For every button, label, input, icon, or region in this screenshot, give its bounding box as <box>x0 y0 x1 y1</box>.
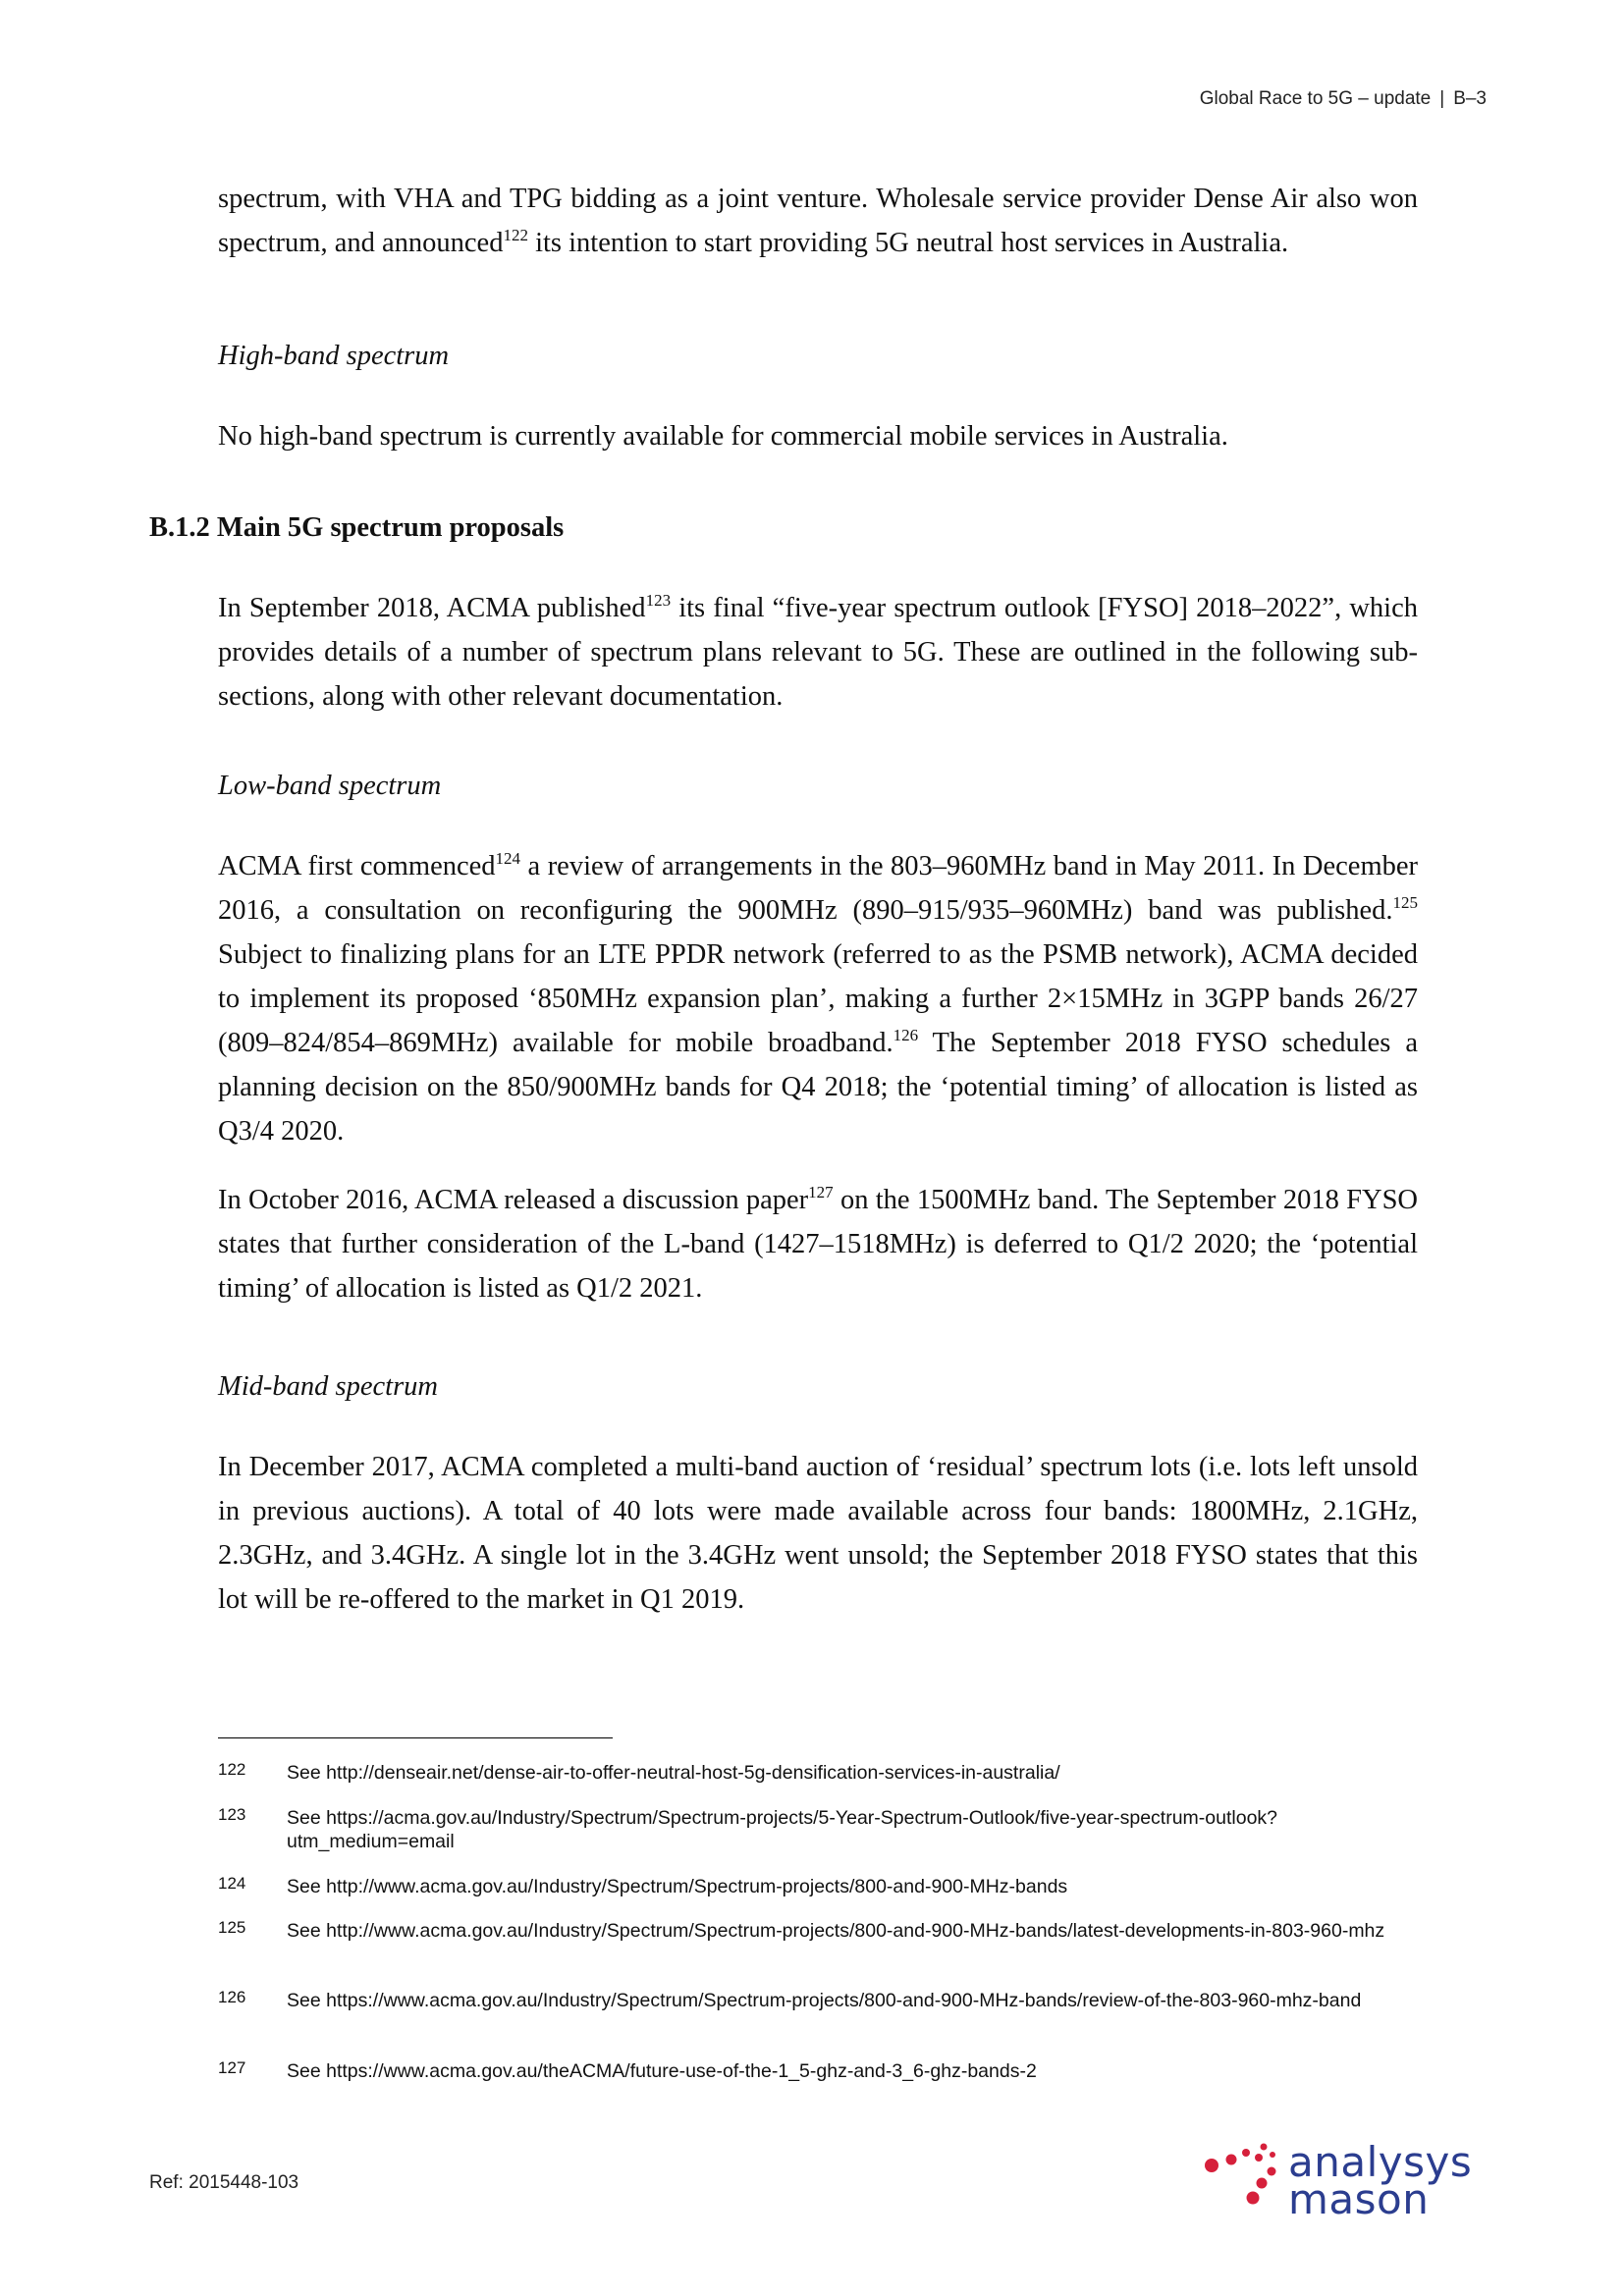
footnote-number: 122 <box>218 1760 246 1779</box>
footnote-link[interactable]: See https://www.acma.gov.au/theACMA/future-use-of-the-1_5-ghz-and-3_6-ghz-bands-2 <box>287 2060 1037 2082</box>
footnote-124 <box>218 1875 1406 1898</box>
header-separator: | <box>1439 88 1445 109</box>
footnote-link[interactable]: See https://acma.gov.au/Industry/Spectrum/Spectrum-projects/5-Year-Spectrum-Outlook/five-year-spectrum-outlook?utm_medium=email <box>287 1807 1278 1852</box>
footnote-number: 126 <box>218 1988 246 2006</box>
footnote-link[interactable]: See http://www.acma.gov.au/Industry/Spectrum/Spectrum-projects/800-and-900-MHz-bands <box>287 1876 1068 1897</box>
section-paragraph: In September 2018, ACMA published$^{123}$ its final “five-year spectrum outlook [FYSO] 2018–2022”, which provides details of a number of spectrum plans relevant to 5G. These are outlined in the following sub-sections, along with other relevant documentation. <box>218 591 1418 712</box>
footnote-link[interactable]: See https://www.acma.gov.au/Industry/Spectrum/Spectrum-projects/800-and-900-MHz-bands/review-of-the-803-960-mhz-band <box>287 1990 1362 2011</box>
footnote-127 <box>218 2059 1406 2083</box>
footnote-122 <box>218 1761 1406 1785</box>
header-title: Global Race to 5G – update <box>1199 88 1432 109</box>
logo-text-line-2: mason <box>1288 2175 1430 2223</box>
footnote-number: 124 <box>218 1874 246 1893</box>
footnote-125 <box>218 1919 1406 1943</box>
footnote-ref-126[interactable]: 126 <box>893 1026 919 1044</box>
footnote-ref-124[interactable]: 124 <box>495 849 521 868</box>
footnote-number: 125 <box>218 1918 246 1937</box>
footnote-separator <box>218 1737 613 1738</box>
document-reference: Ref: 2015448-103 <box>149 2172 299 2193</box>
logo-text-line-1: analysys <box>1288 2138 1473 2186</box>
footnote-link[interactable]: See http://denseair.net/dense-air-to-offer-neutral-host-5g-densification-services-in-australia/ <box>287 1762 1060 1784</box>
high-band-paragraph: No high-band spectrum is currently available for commercial mobile services in Australia. <box>218 421 1228 452</box>
footnote-link[interactable]: See http://www.acma.gov.au/Industry/Spectrum/Spectrum-projects/800-and-900-MHz-bands/latest-developments-in-803-960-mhz <box>287 1920 1385 1942</box>
section-heading: B.1.2 Main 5G spectrum proposals <box>149 512 565 543</box>
footnote-ref-125[interactable]: 125 <box>1392 893 1418 912</box>
footnote-number: 127 <box>218 2058 246 2077</box>
footnote-126 <box>218 1989 1406 2012</box>
low-band-paragraph-2: In October 2016, ACMA released a discussion paper$^{127}$ on the 1500MHz band. The September 2018 FYSO states that further consideration of the L-band (1427–1518MHz) is deferred to Q1/2 2020; the ‘potential timing’ of allocation is listed as Q1/2 2021. <box>218 1183 1419 1304</box>
footnote-number: 123 <box>218 1805 246 1824</box>
mid-band-heading: Mid-band spectrum <box>218 1371 439 1402</box>
low-band-paragraph-1: ACMA first commenced$^{124}$ a review of arrangements in the 803–960MHz band in May 2011. In December 2016, a consultation on reconfiguring the 900MHz (890–915/935–960MHz) band was published.$^{125}$ Subject to finalizing plans for an LTE PPDR network (referred to as the PSMB network), ACMA decided to implement its proposed ‘850MHz expansion plan’, making a further 2×15MHz in 3GPP bands 26/27 (809–824/854–869MHz) available for mobile broadband.$^{126}$ The September 2018 FYSO schedules a planning decision on the 850/900MHz bands for Q4 2018; the ‘potential timing’ of allocation is listed as Q3/4 2020. <box>218 849 1418 1147</box>
low-band-heading: Low-band spectrum <box>218 771 442 801</box>
footnote-ref-127[interactable]: 127 <box>808 1183 834 1201</box>
intro-paragraph: spectrum, with VHA and TPG bidding as a joint venture. Wholesale service provider Dense Air also won spectrum, and announced$^{122}$ its intention to start providing 5G neutral host services in Australia. <box>218 184 1418 258</box>
header-page-number: B–3 <box>1453 88 1487 109</box>
footnote-ref-123[interactable]: 123 <box>645 591 672 610</box>
running-header <box>1200 88 1487 110</box>
mid-band-paragraph: In December 2017, ACMA completed a multi-band auction of ‘residual’ spectrum lots (i.e. lots left unsold in previous auctions). A total of 40 lots were made available across four bands: 1800MHz, 2.1GHz, 2.3GHz, and 3.4GHz. A single lot in the 3.4GHz went unsold; the September 2018 FYSO states that this lot will be re-offered to the market in Q1 2019. <box>218 1452 1418 1615</box>
footnote-ref-122[interactable]: 122 <box>503 226 528 244</box>
high-band-heading: High-band spectrum <box>218 341 450 371</box>
footnote-123 <box>218 1806 1406 1853</box>
